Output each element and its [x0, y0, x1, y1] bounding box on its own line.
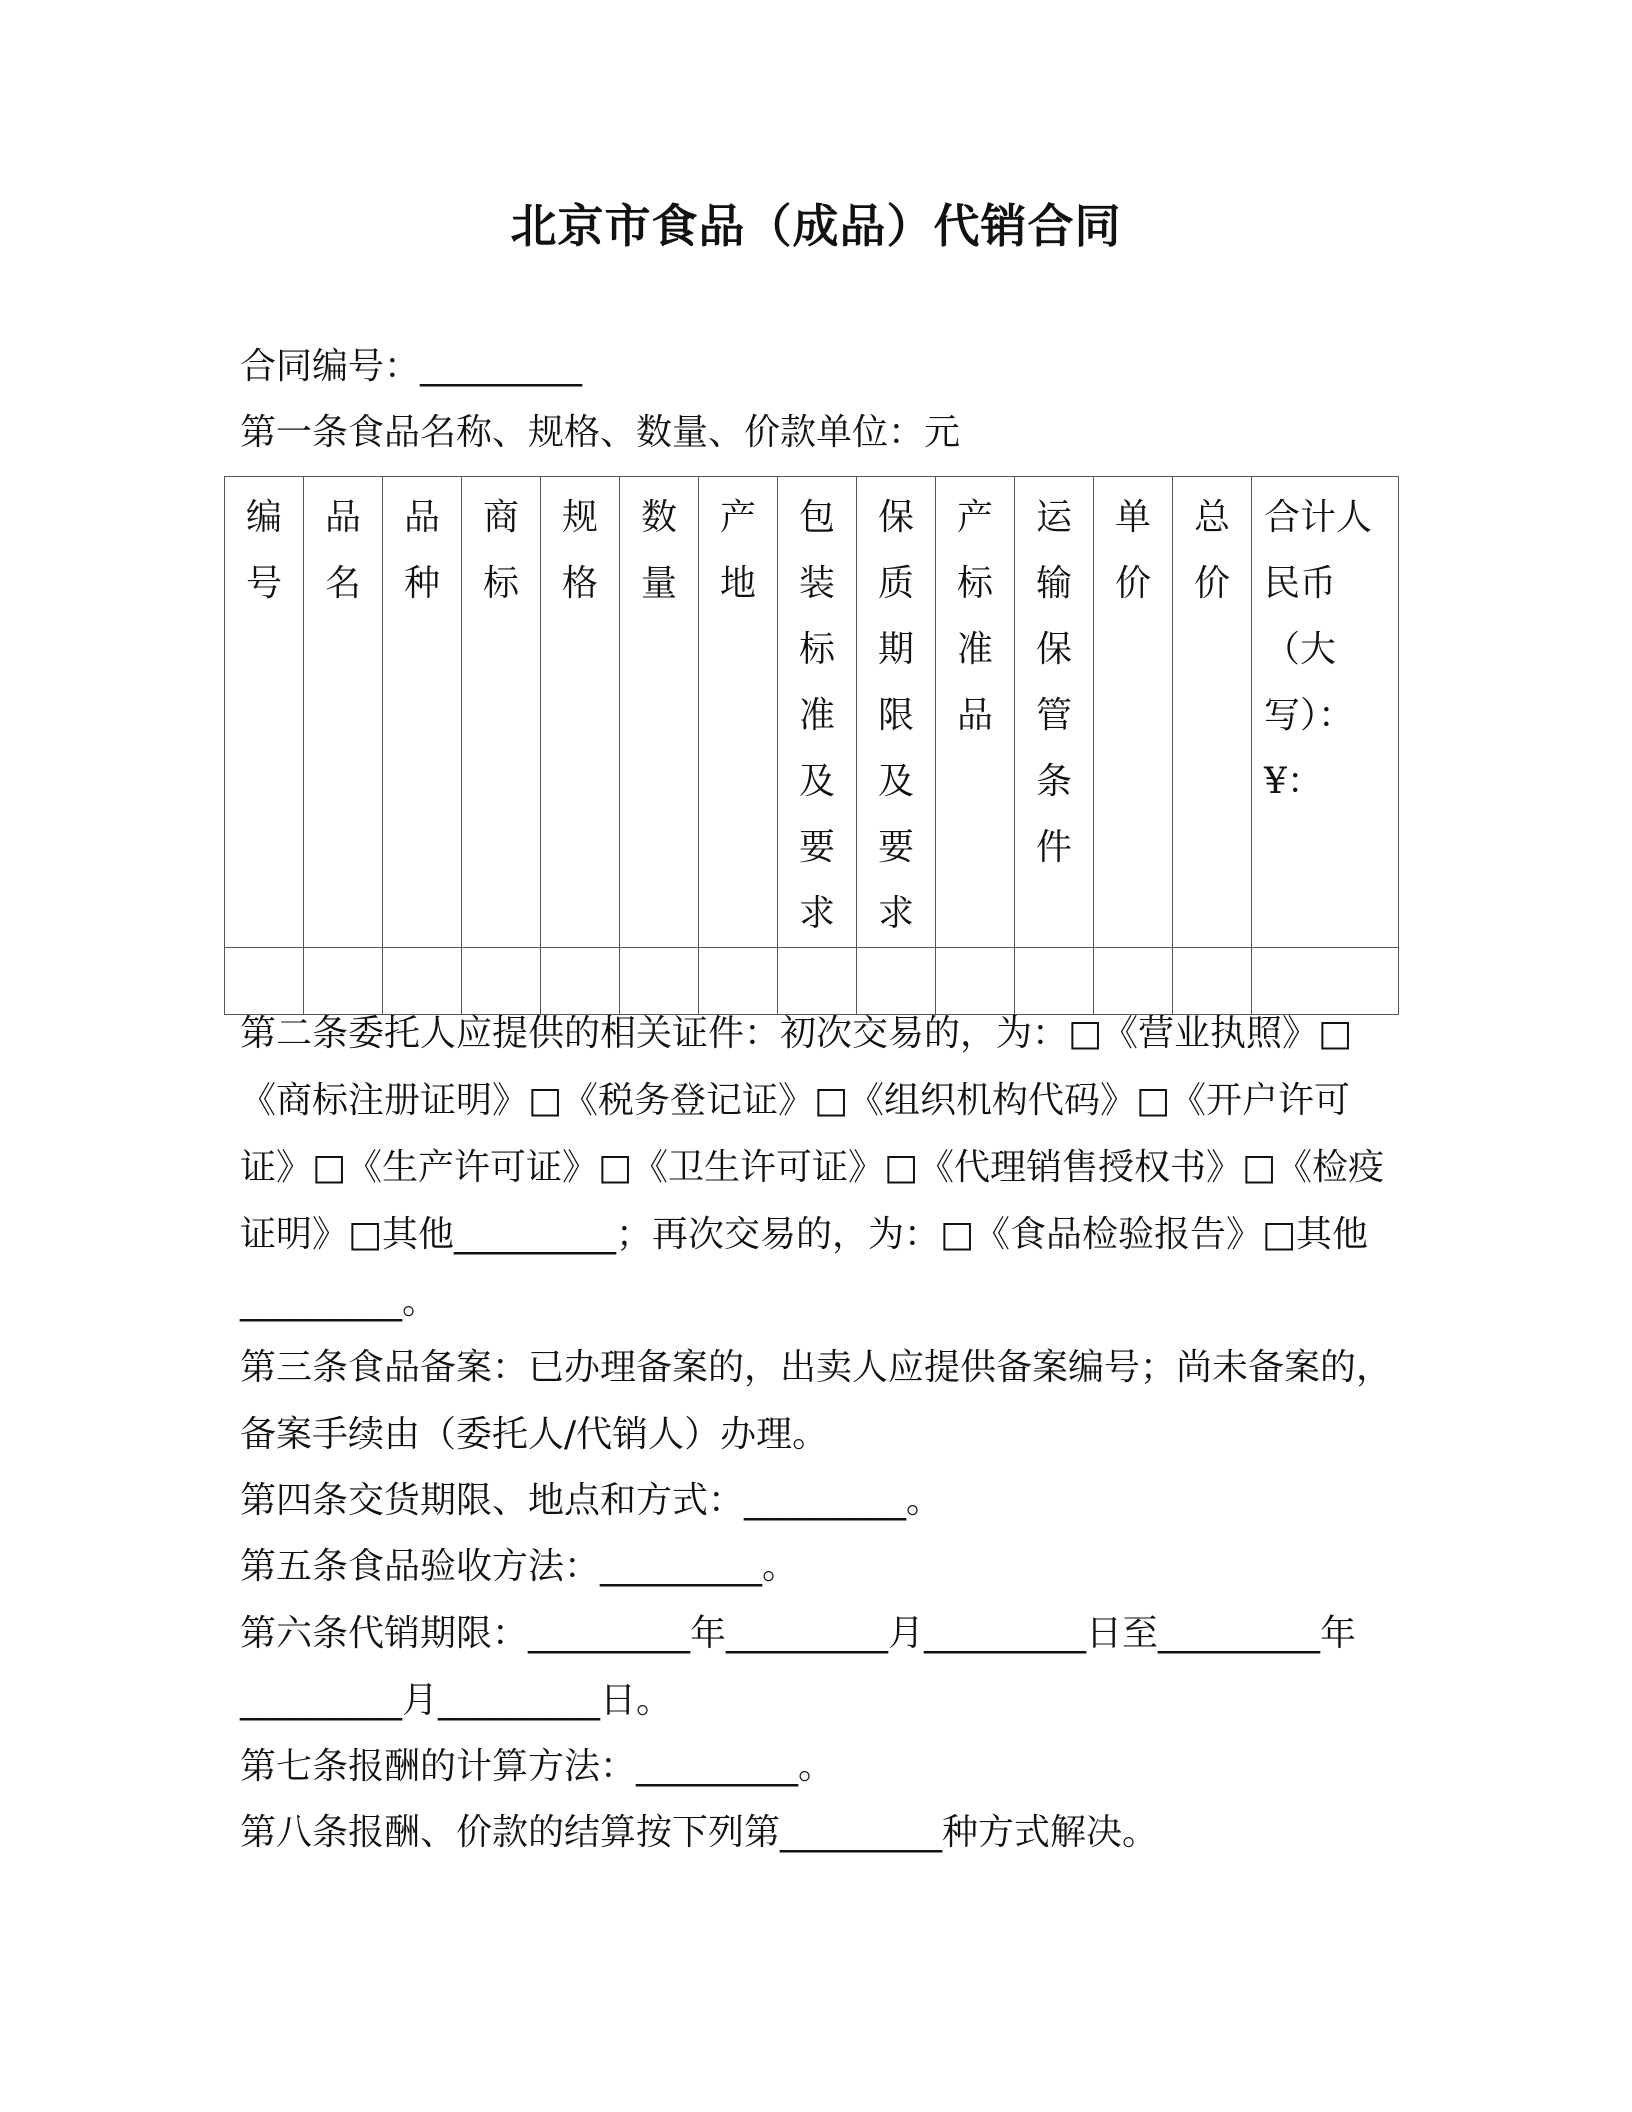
table-header-cell	[857, 477, 936, 948]
table-header-cell	[1015, 477, 1094, 948]
article-5: 第五条食品验收方法：_________。	[240, 1546, 799, 1587]
header-packaging: 包装标准及要求	[798, 497, 835, 934]
article-8: 第八条报酬、价款的结算按下列第_________种方式解决。	[240, 1812, 1159, 1853]
header-unit-price: 单价	[1114, 497, 1151, 604]
table-header-cell	[778, 477, 857, 948]
header-total-rmb: 合计人民币（大写）：¥：	[1264, 497, 1373, 802]
table-header-cell	[541, 477, 620, 948]
header-trademark: 商标	[482, 497, 519, 604]
header-standard: 产标准品	[956, 497, 993, 736]
header-product-name: 品名	[324, 497, 361, 604]
article-7: 第七条报酬的计算方法：_________。	[240, 1746, 835, 1787]
table-header-cell	[462, 477, 541, 948]
header-quantity: 数量	[640, 497, 677, 604]
header-spec: 规格	[561, 497, 598, 604]
table-header-cell	[1252, 477, 1399, 948]
article-6: 第六条代销期限：_________年_________月_________日至_________年_________月_________日。	[240, 1613, 1357, 1721]
table-header-cell	[620, 477, 699, 948]
table-header-cell	[936, 477, 1015, 948]
contract-number: 合同编号：_________	[240, 346, 583, 387]
table-header-cell	[699, 477, 778, 948]
article-1: 第一条食品名称、规格、数量、价款单位：元	[240, 412, 961, 453]
header-shelf-life: 保质期限及要求	[877, 497, 914, 934]
article-2: 第二条委托人应提供的相关证件：初次交易的，为：□《营业执照》□《商标注册证明》□《税务登记证》□《组织机构代码》□《开户许可证》□《生产许可证》□《卫生许可证》□《代理销售授权书》□《检疫证明》□其他_________；再次交易的，为：□《食品检验报告》□其他_________。	[240, 1013, 1385, 1322]
goods-table	[224, 476, 1399, 1015]
header-variety: 品种	[403, 497, 440, 604]
header-id: 编号	[245, 497, 282, 604]
header-total-price: 总价	[1193, 497, 1230, 604]
header-origin: 产地	[719, 497, 756, 604]
document-title: 北京市食品（成品）代销合同	[510, 199, 1122, 253]
table-header-cell	[383, 477, 462, 948]
header-transport: 运输保管条件	[1035, 497, 1072, 868]
article-4: 第四条交货期限、地点和方式：_________。	[240, 1480, 943, 1521]
table-header-cell	[304, 477, 383, 948]
table-header-cell	[225, 477, 304, 948]
table-header-cell	[1173, 477, 1252, 948]
article-3: 第三条食品备案：已办理备案的，出卖人应提供备案编号；尚未备案的，备案手续由（委托人/代销人）办理。	[240, 1347, 1393, 1455]
table-header-cell	[1094, 477, 1173, 948]
table-header-row	[225, 477, 1399, 948]
